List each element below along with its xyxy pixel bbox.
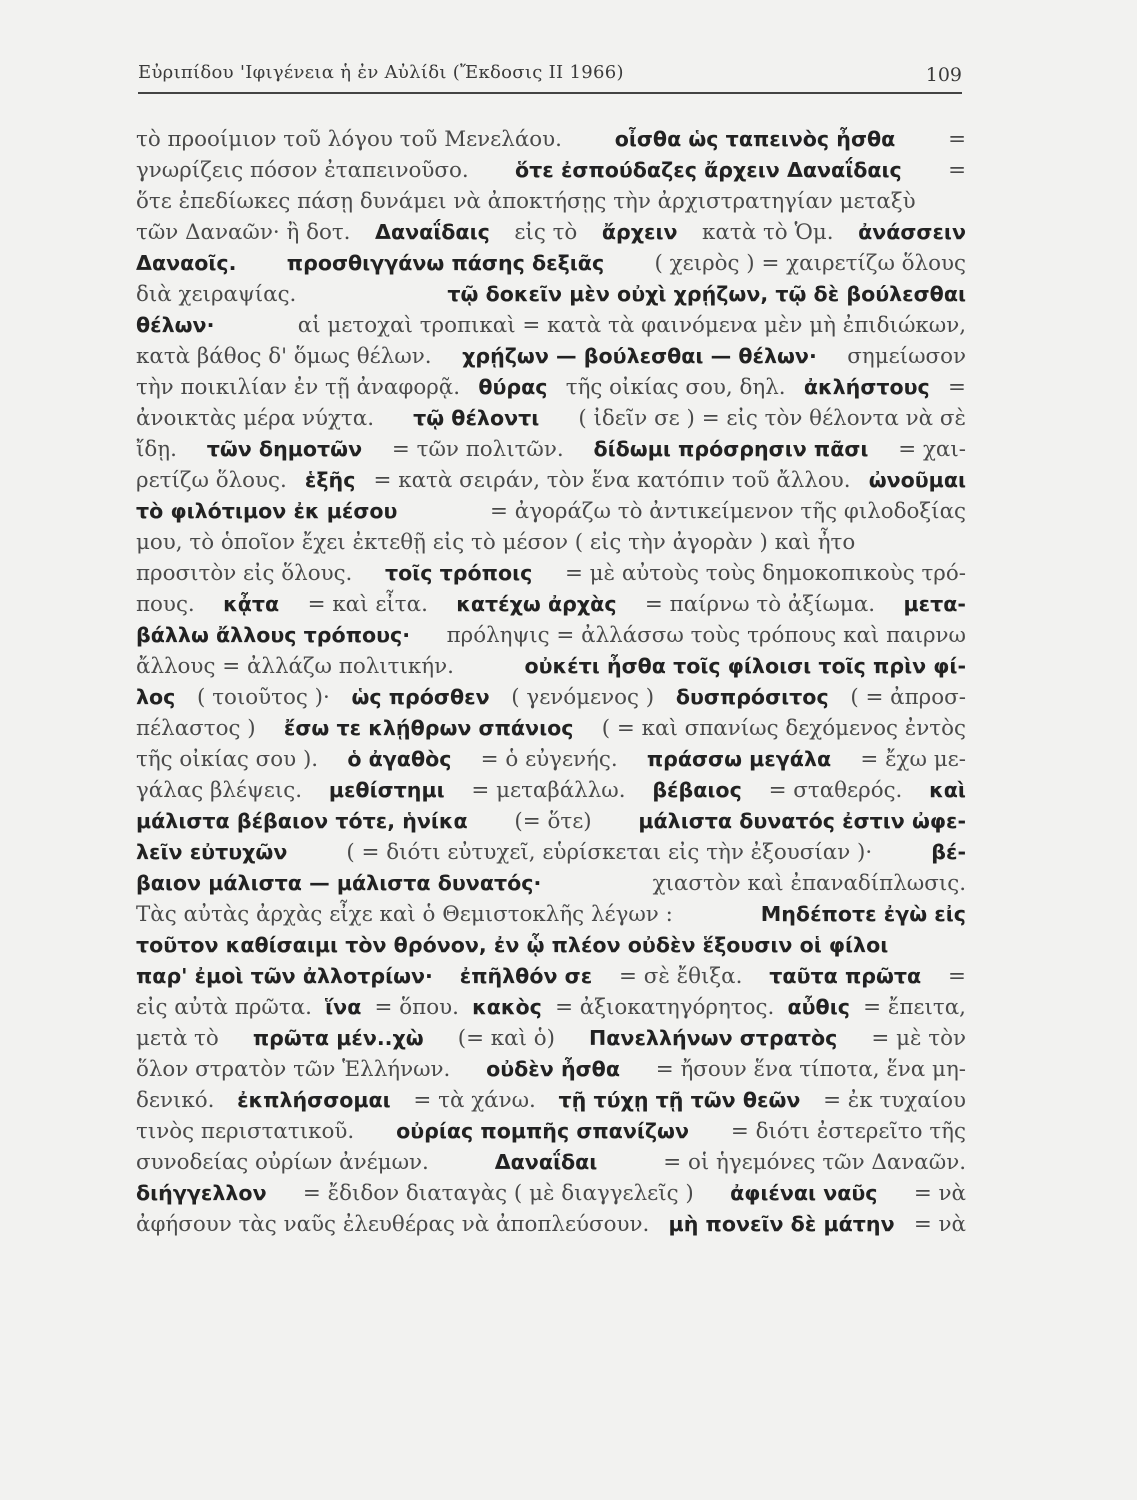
gloss-text: εἰς τὸ (514, 220, 578, 245)
text-line (136, 434, 966, 465)
page-number: 109 (925, 64, 962, 86)
text-line (136, 1178, 966, 1209)
gloss-text: = ὁ εὐγενής. (480, 747, 618, 772)
text-line (136, 1209, 966, 1240)
gloss-text: = σταθερός. (768, 778, 903, 803)
text-line (136, 403, 966, 434)
bold-lemma: ἄρχειν (601, 220, 678, 244)
bold-lemma: ἀφιέναι ναῦς (730, 1181, 878, 1205)
bold-lemma: τῷ δοκεῖν μὲν οὐχὶ χρῄζων, τῷ δὲ βούλεσθαι (447, 282, 966, 306)
gloss-text: σημείωσον (847, 344, 966, 369)
running-header (138, 56, 962, 94)
bold-lemma: καὶ (929, 778, 966, 802)
bold-lemma: μάλιστα δυνατός ἐστιν ὠφε- (638, 809, 966, 833)
gloss-text: ( γενόμενος ) (511, 685, 655, 710)
gloss-text: = (948, 158, 966, 183)
bold-lemma: οὐρίας πομπῆς σπανίζων (396, 1119, 689, 1143)
text-line (136, 1085, 966, 1116)
gloss-text: = ἀξιοκατηγόρητος. (555, 995, 775, 1020)
text-line (136, 372, 966, 403)
gloss-text: δενικό. (136, 1088, 215, 1113)
gloss-text: τὸ προοίμιον τοῦ λόγου τοῦ Μενελάου. (136, 127, 562, 152)
gloss-text: = καὶ εἶτα. (307, 592, 428, 617)
text-line (136, 155, 966, 186)
gloss-text: = μὲ αὐτοὺς τοὺς δημοκοπικοὺς τρό- (564, 561, 966, 586)
gloss-text: πέλαστος ) (136, 716, 256, 741)
bold-lemma: μὴ πονεῖν δὲ μάτην (668, 1212, 895, 1236)
text-line (136, 620, 966, 651)
bold-lemma: Δαναΐδαι (494, 1150, 598, 1174)
bold-lemma: ἀκλήστους (803, 375, 930, 399)
gloss-text: = (948, 964, 966, 989)
gloss-text: = νὰ (913, 1212, 966, 1237)
text-line (136, 868, 966, 899)
gloss-text: ἀφήσουν τὰς ναῦς ἐλευθέρας νὰ ἀποπλεύσουν. (136, 1212, 650, 1237)
gloss-text: διὰ χειραψίας. (136, 282, 297, 307)
bold-lemma: κακὸς (472, 995, 542, 1019)
gloss-text: ἀνοικτὰς μέρα νύχτα. (136, 406, 374, 431)
bold-lemma: παρ' ἐμοὶ τῶν ἀλλοτρίων· (136, 964, 433, 988)
bold-lemma: ἵνα (325, 995, 362, 1019)
bold-lemma: Πανελλήνων στρατὸς (589, 1026, 838, 1050)
gloss-text: = ἤσουν ἕνα τίποτα, ἕνα μη- (655, 1057, 966, 1082)
bold-lemma: δυσπρόσιτος (675, 685, 829, 709)
gloss-text: Τὰς αὐτὰς ἀρχὰς εἶχε καὶ ὁ Θεμιστοκλῆς λέγων : (136, 902, 673, 927)
bold-lemma: ἀνάσσειν (858, 220, 966, 244)
gloss-text: = (948, 127, 966, 152)
gloss-text: ( τοιοῦτος )· (197, 685, 330, 710)
text-line (136, 465, 966, 496)
bold-lemma: ἐπῆλθόν σε (459, 964, 593, 988)
gloss-text: κατὰ τὸ Ὁμ. (702, 220, 834, 245)
text-line (136, 930, 966, 961)
gloss-text: = κατὰ σειράν, τὸν ἕνα κατόπιν τοῦ ἄλλου. (373, 468, 851, 493)
bold-lemma: ἐκπλήσσομαι (237, 1088, 391, 1112)
bold-lemma: βαιον μάλιστα — μάλιστα δυνατός· (136, 871, 542, 895)
gloss-text: = διότι ἐστερεῖτο τῆς (730, 1119, 966, 1144)
gloss-text: τῶν Δαναῶν· ἢ δοτ. (136, 220, 351, 245)
bold-lemma: τῶν δημοτῶν (206, 437, 363, 461)
text-line (136, 713, 966, 744)
bold-lemma: οὐκέτι ἦσθα τοῖς φίλοισι τοῖς πρὶν φί- (524, 654, 966, 678)
text-line (136, 589, 966, 620)
gloss-text: ( = ἀπροσ- (850, 685, 966, 710)
gloss-text: = τῶν πολιτῶν. (391, 437, 564, 462)
bold-lemma: βάλλω ἄλλους τρόπους· (136, 623, 411, 647)
bold-lemma: λεῖν εὐτυχῶν (136, 840, 288, 864)
gloss-text: ὅτε ἐπεδίωκες πάσῃ δυνάμει νὰ ἀποκτήσῃς τὴν ἀρχιστρατηγίαν μεταξὺ (136, 189, 916, 214)
text-line (136, 992, 966, 1023)
gloss-text: = ἀγοράζω τὸ ἀντικείμενον τῆς φιλοδοξίας (490, 499, 966, 524)
text-line (136, 124, 966, 155)
bold-lemma: οὐδὲν ἦσθα (486, 1057, 620, 1081)
text-line (136, 899, 966, 930)
text-line (136, 837, 966, 868)
text-line (136, 279, 966, 310)
bold-lemma: πράσσω μεγάλα (646, 747, 832, 771)
gloss-text: = μεταβάλλω. (471, 778, 626, 803)
bold-lemma: χρῄζων — βούλεσθαι — θέλων· (462, 344, 817, 368)
gloss-text: ἄλλους = ἀλλάζω πολιτικήν. (136, 654, 454, 679)
bold-lemma: τὸ φιλότιμον ἐκ μέσου (136, 499, 398, 523)
text-line (136, 651, 966, 682)
text-line (136, 341, 966, 372)
gloss-text: = τὰ χάνω. (413, 1088, 536, 1113)
bold-lemma: Μηδέποτε ἐγὼ εἰς (760, 902, 966, 926)
text-line (136, 1147, 966, 1178)
bold-lemma: ὅτε ἐσπούδαζες ἄρχειν Δαναΐδαις (515, 158, 902, 182)
text-line (136, 961, 966, 992)
gloss-text: (= καὶ ὁ) (457, 1026, 556, 1051)
text-line (136, 310, 966, 341)
bold-lemma: μετα- (903, 592, 966, 616)
text-line (136, 527, 966, 558)
gloss-text: ρετίζω ὅλους. (136, 468, 287, 493)
gloss-text: τὴν ποικιλίαν ἐν τῇ ἀναφορᾷ. (136, 375, 461, 400)
bold-lemma: βέβαιος (652, 778, 742, 802)
gloss-text: = ἔπειτα, (863, 995, 966, 1020)
text-line (136, 1054, 966, 1085)
bold-lemma: ἑξῆς (304, 468, 356, 492)
bold-lemma: κᾆτα (223, 592, 280, 616)
text-line (136, 682, 966, 713)
text-line (136, 496, 966, 527)
bold-lemma: μάλιστα βέβαιον τότε, ἡνίκα (136, 809, 468, 833)
bold-lemma: αὖθις (787, 995, 850, 1019)
text-line (136, 186, 966, 217)
gloss-text: ἴδῃ. (136, 437, 177, 462)
text-line (136, 1023, 966, 1054)
gloss-text: τῆς οἰκίας σου ). (136, 747, 319, 772)
bold-lemma: τῷ θέλοντι (413, 406, 540, 430)
running-title: Εὐριπίδου 'Ιφιγένεια ἡ ἐν Αὐλίδι (Ἔκδοσις ΙΙ 1966) (138, 62, 624, 83)
gloss-text: = ὅπου. (374, 995, 459, 1020)
bold-lemma: θέλων· (136, 313, 215, 337)
bold-lemma: οἶσθα ὡς ταπεινὸς ἦσθα (614, 127, 896, 151)
gloss-text: μου, τὸ ὁποῖον ἔχει ἐκτεθῇ εἰς τὸ μέσον ( εἰς τὴν ἀγορὰν ) καὶ ἦτο (136, 530, 856, 555)
gloss-text: συνοδείας οὐρίων ἀνέμων. (136, 1150, 429, 1175)
bold-lemma: προσθιγγάνω πάσης δεξιᾶς (286, 251, 605, 275)
gloss-text: αἱ μετοχαὶ τροπικαὶ = κατὰ τὰ φαινόμενα μὲν μὴ ἐπιδιώκων, (297, 313, 966, 338)
bold-lemma: ταῦτα πρῶτα (769, 964, 922, 988)
gloss-text: γάλας βλέψεις. (136, 778, 303, 803)
text-line (136, 806, 966, 837)
gloss-text: ὅλον στρατὸν τῶν Ἑλλήνων. (136, 1057, 451, 1082)
commentary-text (136, 124, 966, 1240)
bold-lemma: τοῖς τρόποις (384, 561, 533, 585)
gloss-text: ( ἰδεῖν σε ) = εἰς τὸν θέλοντα νὰ σὲ (578, 406, 966, 431)
bold-lemma: Δαναοῖς. (136, 251, 237, 275)
bold-lemma: λος (136, 685, 176, 709)
gloss-text: = οἱ ἡγεμόνες τῶν Δαναῶν. (663, 1150, 966, 1175)
gloss-text: (= ὅτε) (514, 809, 592, 834)
bold-lemma: τῇ τύχῃ τῇ τῶν θεῶν (558, 1088, 801, 1112)
gloss-text: = νὰ (913, 1181, 966, 1206)
text-line (136, 558, 966, 589)
gloss-text: = σὲ ἔθιξα. (619, 964, 743, 989)
text-line (136, 744, 966, 775)
gloss-text: = μὲ τὸν (871, 1026, 966, 1051)
gloss-text: = ἔδιδον διαταγὰς ( μὲ διαγγελεῖς ) (302, 1181, 694, 1206)
bold-lemma: Δαναΐδαις (375, 220, 490, 244)
gloss-text: μετὰ τὸ (136, 1026, 219, 1051)
gloss-text: ( χειρὸς ) = χαιρετίζω ὅλους (654, 251, 966, 276)
gloss-text: ( = διότι εὐτυχεῖ, εὑρίσκεται εἰς τὴν ἐξουσίαν )· (346, 840, 873, 865)
bold-lemma: θύρας (478, 375, 548, 399)
bold-lemma: βέ- (931, 840, 966, 864)
gloss-text: κατὰ βάθος δ' ὅμως θέλων. (136, 344, 432, 369)
bold-lemma: δίδωμι πρόσρησιν πᾶσι (593, 437, 869, 461)
gloss-text: = χαι- (898, 437, 966, 462)
gloss-text: = ἔχω με- (860, 747, 966, 772)
gloss-text: πρόληψις = ἀλλάσσω τοὺς τρόπους καὶ παιρνω (446, 623, 966, 648)
bold-lemma: πρῶτα μέν..χὼ (252, 1026, 424, 1050)
gloss-text: προσιτὸν εἰς ὅλους. (136, 561, 353, 586)
gloss-text: γνωρίζεις πόσον ἐταπεινοῦσο. (136, 158, 469, 183)
bold-lemma: διήγγελλον (136, 1181, 267, 1205)
text-line (136, 217, 966, 248)
bold-lemma: ὡς πρόσθεν (351, 685, 490, 709)
gloss-text: πους. (136, 592, 195, 617)
bold-lemma: τοῦτον καθίσαιμι τὸν θρόνον, ἐν ᾧ πλέον οὐδὲν ἕξουσιν οἱ φίλοι (136, 933, 889, 957)
gloss-text: = παίρνω τὸ ἀξίωμα. (644, 592, 876, 617)
text-line (136, 1116, 966, 1147)
gloss-text: χιαστὸν καὶ ἐπαναδίπλωσις. (652, 871, 966, 896)
gloss-text: τινὸς περιστατικοῦ. (136, 1119, 355, 1144)
gloss-text: τῆς οἰκίας σου, δηλ. (565, 375, 786, 400)
text-line (136, 775, 966, 806)
gloss-text: εἰς αὐτὰ πρῶτα. (136, 995, 312, 1020)
text-line (136, 248, 966, 279)
bold-lemma: ἔσω τε κλῄθρων σπάνιος (283, 716, 574, 740)
gloss-text: = ἐκ τυχαίου (823, 1088, 966, 1113)
gloss-text: = (948, 375, 966, 400)
bold-lemma: μεθίστημι (328, 778, 445, 802)
bold-lemma: ὁ ἀγαθὸς (347, 747, 452, 771)
gloss-text: ( = καὶ σπανίως δεχόμενος ἐντὸς (601, 716, 966, 741)
bold-lemma: κατέχω ἀρχὰς (456, 592, 617, 616)
bold-lemma: ὠνοῦμαι (868, 468, 966, 492)
